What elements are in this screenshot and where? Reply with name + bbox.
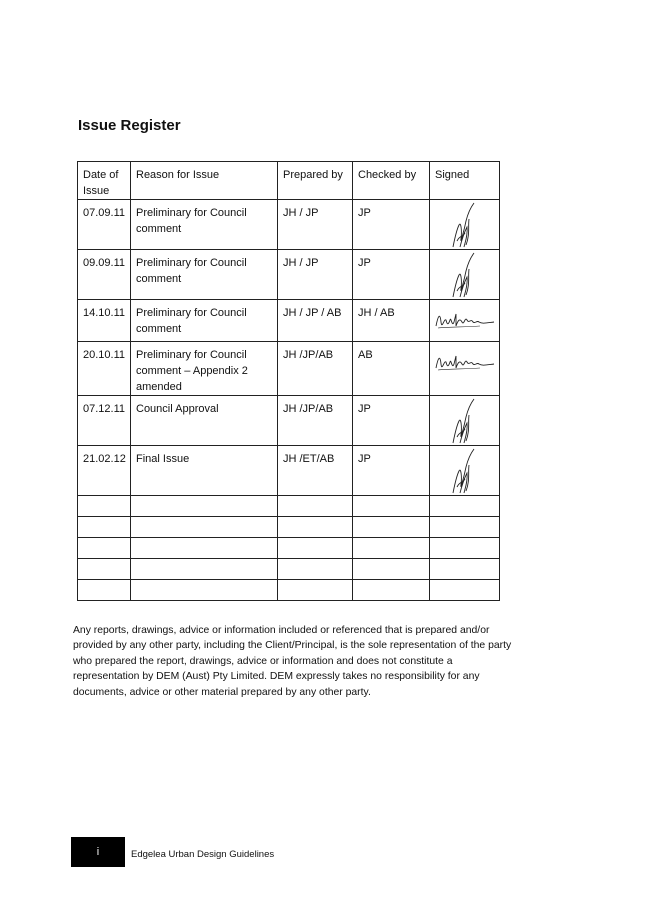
signature-jp-image [448, 447, 478, 495]
cell-checked-by: AB [353, 342, 430, 396]
cell-prepared-by: JH / JP [278, 200, 353, 250]
cell-checked-by: JH / AB [353, 300, 430, 342]
cell-signed [430, 342, 500, 396]
cell-date: 09.09.11 [78, 250, 131, 300]
cell-reason: Preliminary for Council comment – Appendix 2 amended [131, 342, 278, 396]
empty-cell [353, 538, 430, 559]
signature-jp-image [448, 397, 478, 445]
empty-cell [353, 559, 430, 580]
cell-signed [430, 250, 500, 300]
cell-reason: Council Approval [131, 396, 278, 446]
empty-cell [430, 517, 500, 538]
empty-cell [131, 580, 278, 601]
header-signed: Signed [430, 162, 500, 200]
disclaimer-text: Any reports, drawings, advice or information included or referenced that is prepared and/or provided by any other party, including the Client/Principal, is the sole representation of the party who prepared the report, drawings, advice or information and does not constitute a representation by DEM (Aust) Pty Limited. DEM expressly takes no responsibility for any documents, advice or other material prepared by any other party. [73, 625, 512, 698]
cell-date: 14.10.11 [78, 300, 131, 342]
cell-prepared-by: JH /JP/AB [278, 342, 353, 396]
cell-reason: Preliminary for Council comment [131, 200, 278, 250]
cell-checked-by: JP [353, 250, 430, 300]
empty-cell [78, 580, 131, 601]
table-row [78, 446, 500, 496]
cell-signed [430, 300, 500, 342]
signature-jp-image [448, 201, 478, 249]
cell-checked-by: JP [353, 446, 430, 496]
empty-table-row [78, 517, 500, 538]
cell-signed [430, 200, 500, 250]
cell-date: 20.10.11 [78, 342, 131, 396]
empty-cell [78, 538, 131, 559]
cell-date: 07.12.11 [78, 396, 131, 446]
empty-cell [353, 517, 430, 538]
empty-cell [78, 559, 131, 580]
cell-checked-by: JP [353, 396, 430, 446]
header-checked-by: Checked by [353, 162, 430, 200]
empty-table-row [78, 496, 500, 517]
table-row [78, 250, 500, 300]
cell-reason: Final Issue [131, 446, 278, 496]
cell-checked-by: JP [353, 200, 430, 250]
page-title: Issue Register [78, 117, 181, 134]
empty-cell [131, 496, 278, 517]
header-date: Date of Issue [78, 162, 131, 200]
empty-cell [278, 517, 353, 538]
cell-date: 21.02.12 [78, 446, 131, 496]
cell-prepared-by: JH / JP [278, 250, 353, 300]
cell-reason: Preliminary for Council comment [131, 250, 278, 300]
signature-jp-image [448, 251, 478, 299]
empty-table-row [78, 580, 500, 601]
table-row [78, 396, 500, 446]
empty-cell [278, 580, 353, 601]
empty-cell [278, 496, 353, 517]
issue-register-table [77, 161, 500, 601]
cell-signed [430, 396, 500, 446]
empty-table-row [78, 538, 500, 559]
empty-cell [278, 559, 353, 580]
empty-cell [430, 538, 500, 559]
empty-cell [430, 496, 500, 517]
table-header-row [78, 162, 500, 200]
cell-prepared-by: JH /JP/AB [278, 396, 353, 446]
empty-cell [78, 496, 131, 517]
table-row [78, 342, 500, 396]
empty-table-row [78, 559, 500, 580]
footer-document-title: Edgelea Urban Design Guidelines [131, 849, 275, 860]
header-prepared-by: Prepared by [278, 162, 353, 200]
empty-cell [131, 517, 278, 538]
signature-ab-image [434, 350, 496, 376]
empty-cell [430, 580, 500, 601]
page-number-box [71, 837, 125, 867]
cell-signed [430, 446, 500, 496]
empty-cell [353, 580, 430, 601]
empty-cell [278, 538, 353, 559]
empty-cell [131, 559, 278, 580]
cell-date: 07.09.11 [78, 200, 131, 250]
table-row [78, 200, 500, 250]
empty-cell [78, 517, 131, 538]
empty-cell [353, 496, 430, 517]
cell-reason: Preliminary for Council comment [131, 300, 278, 342]
empty-cell [131, 538, 278, 559]
header-reason: Reason for Issue [131, 162, 278, 200]
cell-prepared-by: JH / JP / AB [278, 300, 353, 342]
signature-ab-image [434, 308, 496, 334]
empty-cell [430, 559, 500, 580]
page-number: i [96, 846, 100, 858]
table-row [78, 300, 500, 342]
cell-prepared-by: JH /ET/AB [278, 446, 353, 496]
